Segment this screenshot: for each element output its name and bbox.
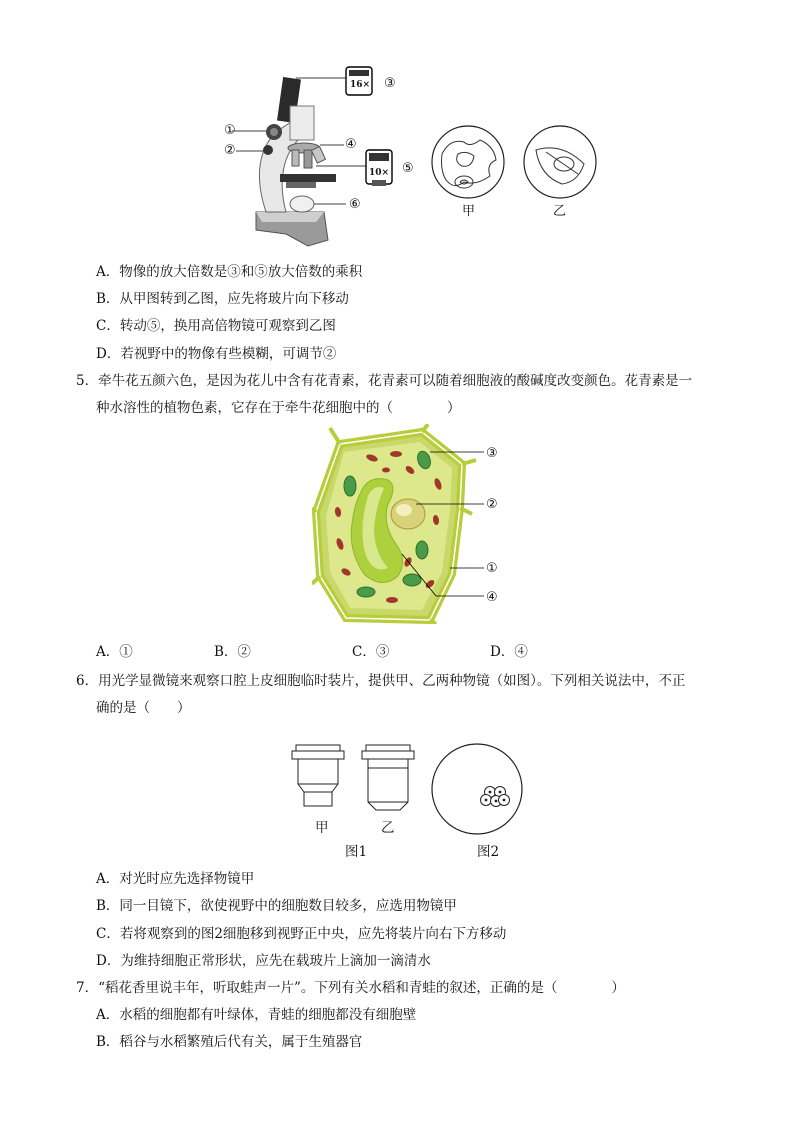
microscope-label-2: ② — [224, 143, 236, 158]
field-of-view-a — [430, 124, 506, 200]
microscope-label-6: ⑥ — [349, 197, 361, 212]
figure-2-caption: 图2 — [477, 844, 500, 860]
q6-option-a: A．对光时应先选择物镜甲 — [96, 871, 255, 887]
microscope-label-5: ⑤ — [402, 161, 414, 176]
q6-stem-line1: 6．用光学显微镜来观察口腔上皮细胞临时装片，提供甲、乙两种物镜（如图）。下列相关说法中，不正 — [76, 673, 686, 689]
q6-option-d: D．为维持细胞正常形状，应先在载玻片上滴加一滴清水 — [96, 953, 431, 969]
q5-option-a: A．① — [96, 644, 133, 660]
q5-stem-line1: 5．牵牛花五颜六色，是因为花儿中含有花青素，花青素可以随着细胞液的酸碱度改变颜色。花青素是一 — [76, 373, 693, 389]
q6-stem-line2: 确的是（ ） — [96, 700, 191, 716]
q7-option-b: B．稻谷与水稻繁殖后代有关，属于生殖器官 — [96, 1034, 363, 1050]
microscope-label-4: ④ — [345, 137, 357, 152]
q4-option-b: B．从甲图转到乙图，应先将玻片向下移动 — [96, 291, 349, 307]
q5-option-c: C．③ — [352, 644, 390, 660]
q5-option-d: D．④ — [490, 644, 528, 660]
microscope-label-3: ③ — [384, 76, 396, 91]
cell-label-2: ② — [486, 497, 498, 512]
field-b-caption: 乙 — [553, 204, 567, 219]
field-of-view-b — [522, 124, 598, 200]
objective-magnification: 10× — [369, 168, 390, 178]
eyepiece-magnification: 16× — [350, 80, 371, 90]
cell-label-3: ③ — [486, 446, 498, 461]
microscope-label-1: ① — [224, 123, 236, 138]
q4-option-a: A．物像的放大倍数是③和⑤放大倍数的乘积 — [96, 264, 363, 280]
figure-1-caption: 图1 — [345, 844, 368, 860]
objective-lens-a — [290, 744, 346, 808]
field-of-view-fig2 — [430, 742, 524, 836]
q5-option-b: B．② — [214, 644, 251, 660]
q6-option-b: B．同一目镜下，欲使视野中的细胞数目较多，应选用物镜甲 — [96, 898, 457, 914]
lens-a-caption: 甲 — [315, 820, 329, 836]
cell-label-1: ① — [486, 561, 498, 576]
objective-lens-b — [360, 744, 416, 814]
field-a-caption: 甲 — [462, 204, 476, 219]
q4-option-d: D．若视野中的物像有些模糊，可调节② — [96, 346, 337, 362]
q7-stem: 7．“稻花香里说丰年，听取蛙声一片”。下列有关水稻和青蛙的叙述，正确的是（ ） — [76, 980, 625, 996]
q6-option-c: C．若将观察到的图2细胞移到视野正中央，应先将装片向右下方移动 — [96, 926, 507, 942]
q5-stem-line2: 种水溶性的植物色素，它存在于牵牛花细胞中的（ ） — [96, 400, 461, 416]
lens-b-caption: 乙 — [381, 820, 395, 836]
q7-option-a: A．水稻的细胞都有叶绿体，青蛙的细胞都没有细胞壁 — [96, 1007, 417, 1023]
plant-cell-figure — [312, 424, 512, 624]
q4-option-c: C．转动⑤，换用高倍物镜可观察到乙图 — [96, 318, 336, 334]
cell-label-4: ④ — [486, 590, 498, 605]
